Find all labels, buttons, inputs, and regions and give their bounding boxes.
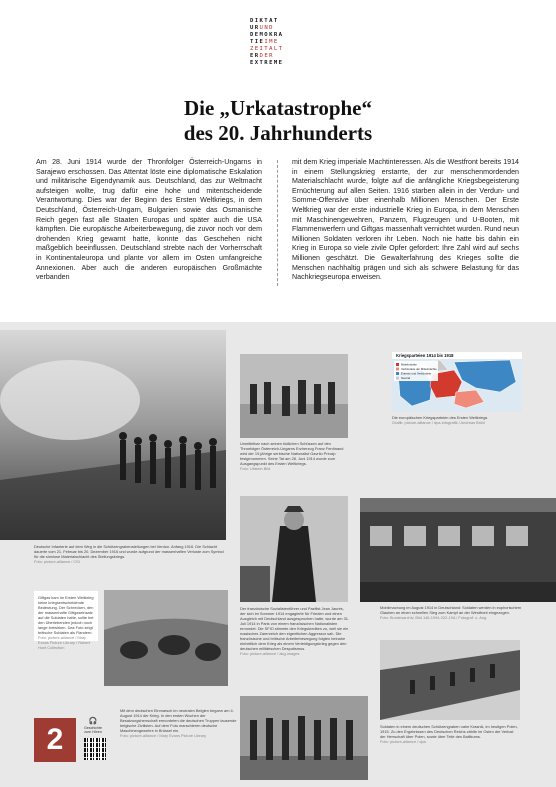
svg-text:Kriegsparteien 1914 bis 1918: Kriegsparteien 1914 bis 1918 [396,353,454,359]
logo-row [250,46,306,53]
logo-row [250,39,306,46]
map-legend-label: Mittelmächte [401,362,417,367]
map-legend-swatch [396,363,399,366]
map-legend-swatch [396,372,399,375]
map-legend-swatch [396,368,399,371]
photo-mobilization-train [360,498,556,602]
logo-text-red: DER [259,53,274,59]
logo-row [250,60,306,67]
logo-text-dark: TIE [250,39,265,45]
photo-sarajewo-arrest [240,354,348,438]
logo-text-dark: DIKTAT [250,18,279,24]
caption-map-text: Die europäischen Kriegsparteien des Ersten Weltkriegs [392,415,488,420]
column-divider [277,160,278,286]
audio-guide-text: Geschichte zum Hören [84,726,102,735]
logo-row [250,53,306,60]
caption-trench [380,724,520,744]
map-legend-label: Verbündete der Mittelmächte [401,367,437,372]
logo-text-dark: ER [250,53,260,59]
logo-text-red: ZEITALT [250,46,284,52]
qr-code-pattern [84,738,106,760]
photo-trench [380,640,520,720]
audio-guide-label [82,718,104,735]
caption-gas-source: Foto: picture-alliance / Mary Evans Picture Library / Robert Hunt Collection [38,635,90,650]
photo-jaures-graphic [240,496,348,602]
caption-gas [34,591,98,650]
caption-jaures-text: Der französische Sozialistenführer und Pazifist Jean Jaurès, der sich im Sommer 1914 engagierte für Frieden und einen Ausgleich mit Deutschland ausgesprochen hatte, wurde am 31. Juli 1914 in Paris von einem französischen Nationalisten ermordet. Die SFIO stimmte den Kriegskrediten zu, weil sie ein russisches Zarenreich den eigentlichen Aggressor sah. Die französische und britische Arbeiterbewegung folgten beinahe einheitlich dem Krieg als einem Verteidigungskrieg gegen den deutschen militärischen Despotismus. [240,606,350,651]
logo-row [250,25,306,32]
caption-map-source: Grafik: picture-alliance / dpa-infografik / Andreas Brühl [392,420,486,425]
photo-verdun-graphic [0,330,226,540]
caption-train-source: Foto: Bundesarchiv, Bild 146-1994-022-19A / Fotograf: o. Ang. [380,615,488,620]
logo-text-dark: EXTREME [250,60,284,66]
photo-train-graphic [360,498,556,602]
photo-belgium-graphic [240,696,368,780]
logo-text-red: IME [264,39,279,45]
caption-trench-source: Foto: picture-alliance / dpa [380,739,426,744]
caption-sarajewo-text: Unmittelbar nach seinen tödlichen Schüssen auf den Thronfolger Österreich-Ungarns Erzherzog Franz Ferdinand wird der 19-jährige serbische Nationalist Gavrilo Princip festgenommen. Seine Tat am 28. Juni 1914 wurde zum Ausgangspunkt des Ersten Weltkriegs. [240,441,344,466]
caption-verdun-text: Deutsche Infanterie auf dem Weg in die Schützengrabenstellungen bei Verdun. Anfang 1916. Die Schlacht dauerte vom 21. Februar bis 20. Dezember 1916 und wurde aufgrund der massenhaften Verluste zum Symbol für die sinnlose Materialschlacht des Stellungskriegs. [34,544,224,559]
caption-verdun [34,544,224,564]
intro-column-left: Am 28. Juni 1914 wurde der Thronfolger Österreich-Ungarns in Sarajewo erschossen. Das Attentat löste eine diplomatische Eskalation und militärische Eigendynamik aus. Deutschland, das zur Weltmacht aufsteigen wollte, trug dafür eine hohe und mitentscheidende Verantwortung. Dies war der Beginn des Ersten Weltkriegs, in dem Deutschland, Österreich-Ungarn, Bulgarien sowie das Osmanische Reich gegen fast alle Staaten Europas und später auch die USA kämpften. Die europäische Arbeiterbewegung, die zuvor noch vor dem drohenden Krieg gewarnt hatte, konnte das Geschehen nicht maßgeblich beeinflussen. Deutschland strebte nach der Vorherrschaft in Kontinentaleuropa und plante vor allem im Osten umfangreiche Annexionen. Aber auch die anderen europäischen Großmächte verbanden [36,158,262,282]
logo-row [250,18,306,25]
logo-text-red: UND [259,25,274,31]
photo-jaures [240,496,348,602]
photo-sarajewo-graphic [240,354,348,438]
exhibition-logo [250,18,306,67]
caption-map [392,415,522,425]
map-legend-label: Neutral [401,376,411,381]
logo-row [250,32,306,39]
photo-gas-graphic [104,590,228,686]
headphones-icon: 🎧 [88,718,98,725]
logo-text-dark: UR [250,25,260,31]
intro-column-right: mit dem Krieg imperiale Machtinteressen. Als die Westfront bereits 1914 in einem Stellungskrieg erstarrte, der zur menschenmordenden Materialschlacht wurde, folgte auf die anfängliche Kriegsbegeisterung Ernüchterung auf allen Seiten. 1916 starben allein in der Verdun- und Somme-Offensive über einenhalb Millionen Menschen. Der Erste Weltkrieg war der erste industrielle Krieg in Europa, in dem Menschen mit Maschinengewehren, Panzern, Flugzeugen und U-Booten, mit Flammenwerfern und Giftgas massenhaft vernichtet wurden. Rund neun Millionen Soldaten verloren ihr Leben. Noch nie hatte bis dahin ein Krieg in Europa so viele zivile Opfer gefordert: Ihre Zahl wird auf sechs Millionen geschätzt. Die Gewalterfahrung des Krieges sollte die Menschen nachhaltig prägen und sich als schwere Belastung für das Nachkriegseuropa erweisen. [292,158,519,282]
photo-belgium-march [240,696,368,780]
map-legend-swatch [396,377,399,380]
logo-text-dark: DEMOKRA [250,32,284,38]
caption-belgium-source: Foto: picture-alliance / Mary Evans Picture Library [120,733,207,738]
caption-train [380,605,530,620]
photo-verdun-infantry [0,330,226,540]
map-graphic [392,352,522,412]
caption-belgium [120,708,240,738]
map-legend-label: Entente und Verbündete [401,371,432,376]
caption-jaures [240,606,350,656]
caption-sarajewo [240,441,350,471]
caption-gas-text: Giftgas kam im Ersten Weltkrieg keine kriegsentscheidende Bedeutung. Der Schrecken, den der massenhafte Giftgaseinsatz auf die Soldaten hatte, sollte bei den Überlebenden jedoch noch lange fortwirken. Das Foto zeigt britische Soldaten als Flandern. [38,595,94,635]
caption-belgium-text: Mit dem deutschen Einmarsch im neutralen Belgien begann am 4. August 1914 der Krieg. In den ersten Wochen der Besatzungsherrschaft ermordeten die deutschen Truppen tausende belgische Zivilisten. Auf dem Foto marschieren deutsche Maschinengewehre in Brüssel ein. [120,708,237,733]
caption-sarajewo-source: Foto: Ullstein Bild [240,466,271,471]
caption-verdun-source: Foto: picture-alliance / CSI [34,559,80,564]
caption-train-text: Mobilmachung im August 1914 in Deutschland: Soldaten werden in euphorischem Glauben an einen schnellen Sieg zum Kampf an der Westfront eingezogen. [380,605,522,615]
panel-number: 2 [34,718,76,762]
page-title [0,96,556,146]
caption-trench-text: Soldaten in einem deutschen Schützengraben nahe Krasnik, im heutigen Polen, 1915. Zu den Ergebnissen des Deutschen Reichs zählte im Osten der Verlust der Herrschaft über Polen, sowie über Teile des Baltikums. [380,724,518,739]
caption-jaures-source: Foto: picture-alliance / akg-images [240,651,300,656]
map-war-parties [392,352,522,412]
title-line-1: Die „Urkatastrophe“ [183,96,372,120]
photo-trench-graphic [380,640,520,720]
title-line-2: des 20. Jahrhunderts [183,121,373,145]
photo-gas-soldiers [104,590,228,686]
